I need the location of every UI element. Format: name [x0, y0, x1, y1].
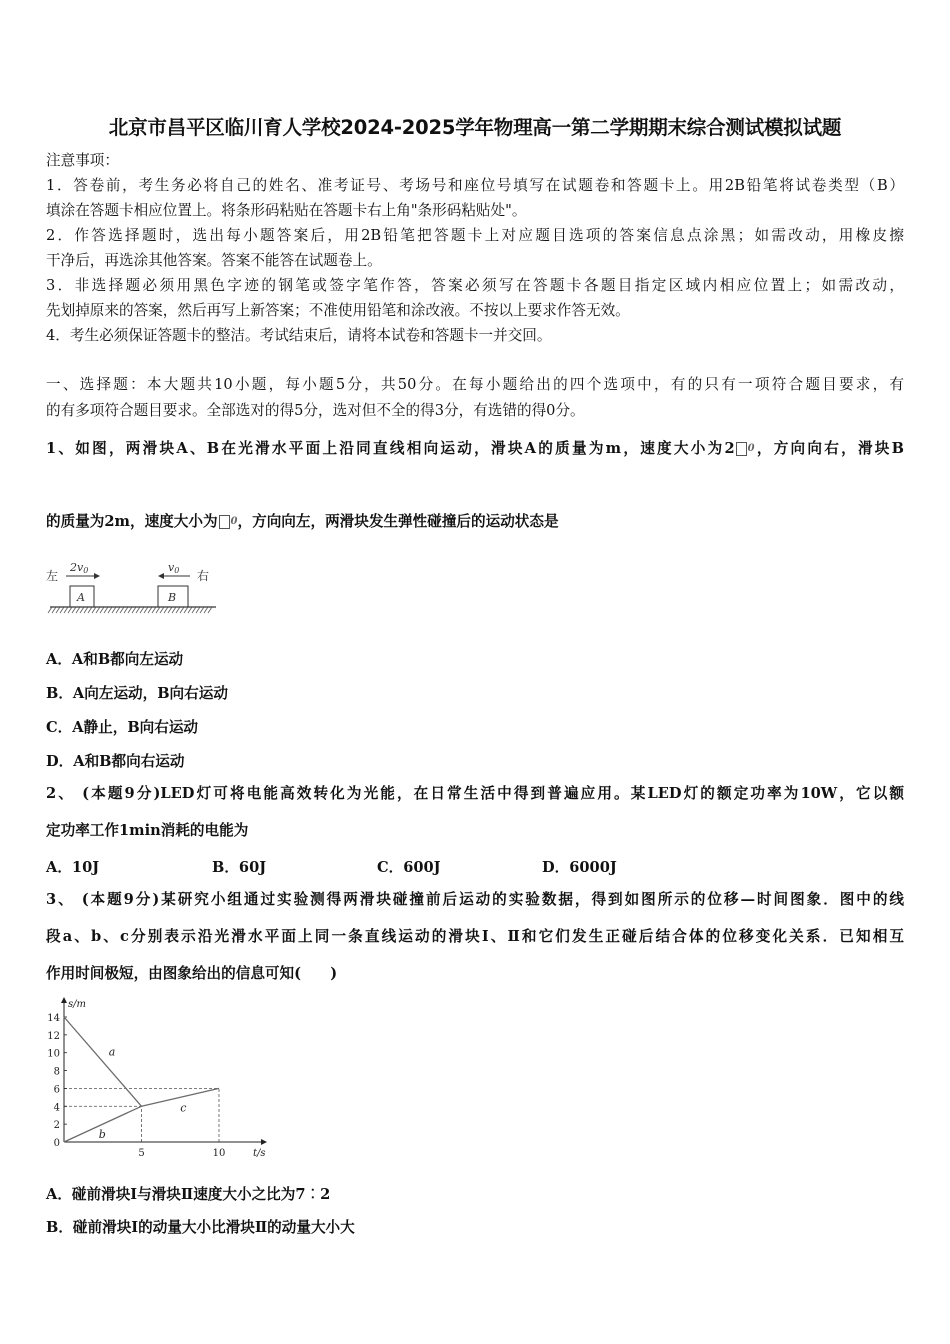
- notice-line: 先划掉原来的答案，然后再写上新答案；不准使用铅笔和涂改液。不按以上要求作答无效。: [46, 302, 630, 319]
- hatch-mark: [184, 607, 188, 613]
- y-tick-label: 2: [53, 1120, 60, 1132]
- q1-text: ，方向向左，两滑块发生弹性碰撞后的运动状态是: [237, 513, 559, 530]
- hatch-mark: [68, 607, 72, 613]
- hatch-mark: [56, 607, 60, 613]
- hatch-mark: [92, 607, 96, 613]
- v0-subscript: 0: [747, 443, 755, 454]
- hatch-mark: [128, 607, 132, 613]
- hatch-mark: [96, 607, 100, 613]
- hatch-mark: [112, 607, 116, 613]
- q1-left-label: 左: [46, 569, 59, 583]
- hatch-mark: [132, 607, 136, 613]
- x-axis-label: t/s: [253, 1148, 266, 1159]
- hatch-mark: [116, 607, 120, 613]
- q1-right-label: 右: [197, 569, 210, 583]
- page-title: 北京市昌平区临川育人学校2024-2025学年物理高一第二学期期末综合测试模拟试题: [108, 116, 842, 139]
- q3-stem-line2: 段a、b、c分别表示沿光滑水平面上同一条直线运动的滑块Ⅰ、Ⅱ和它们发生正碰后结合体的位移变化关系．已知相互: [46, 928, 904, 945]
- notice-heading: 注意事项：: [46, 152, 119, 169]
- notice-line: 填涂在答题卡相应位置上。将条形码粘贴在答题卡右上角"条形码粘贴处"。: [46, 202, 527, 219]
- q1-option-a[interactable]: A．A和B都向左运动: [46, 651, 184, 668]
- y-tick-label: 14: [47, 1013, 60, 1024]
- y-tick-label: 4: [53, 1102, 60, 1114]
- hatch-mark: [100, 607, 104, 613]
- y-tick-label: 6: [53, 1084, 60, 1096]
- hatch-mark: [124, 607, 128, 613]
- q2-option-d[interactable]: D．6000J: [542, 859, 617, 876]
- y-tick-label: 8: [53, 1066, 60, 1078]
- hatch-mark: [80, 607, 84, 613]
- q1-vb-label: v0: [168, 561, 180, 575]
- series-label-a: a: [108, 1045, 116, 1059]
- hatch-mark: [204, 607, 208, 613]
- hatch-mark: [168, 607, 172, 613]
- x-axis-arrow-icon: [261, 1139, 267, 1145]
- q3-stem-line1: 3、 (本题9分)某研究小组通过实验测得两滑块碰撞前后运动的实验数据，得到如图所示的位移—时间图象．图中的线: [46, 891, 904, 908]
- hatch-mark: [172, 607, 176, 613]
- q2-stem-line2: 定功率工作1min消耗的电能为: [46, 822, 249, 839]
- hatch-mark: [76, 607, 80, 613]
- y-axis-arrow-icon: [61, 997, 67, 1003]
- velocity-symbol-icon: [219, 515, 230, 529]
- hatch-mark: [64, 607, 68, 613]
- q3-position-time-chart: [40, 993, 280, 1163]
- notice-line: 4．考生必须保证答题卡的整洁。考试结束后，请将本试卷和答题卡一并交回。: [46, 327, 552, 344]
- q1-va-label: 2v0: [70, 561, 89, 575]
- q1-stem-line2: [46, 512, 559, 532]
- hatch-mark: [156, 607, 160, 613]
- hatch-mark: [52, 607, 56, 613]
- q1-text: 的质量为2m，速度大小为: [46, 513, 218, 530]
- hatch-mark: [208, 607, 212, 613]
- hatch-mark: [120, 607, 124, 613]
- q3-stem-line3: 作用时间极短，由图象给出的信息可知( ): [46, 965, 338, 982]
- x-tick-label: 10: [212, 1148, 226, 1159]
- x-tick-label: 5: [138, 1148, 145, 1159]
- y-tick-label: 12: [47, 1030, 60, 1042]
- q1-figure: [44, 556, 224, 622]
- q1-option-c[interactable]: C．A静止，B向右运动: [46, 719, 199, 736]
- hatch-mark: [72, 607, 76, 613]
- hatch-mark: [104, 607, 108, 613]
- q2-option-a[interactable]: A．10J: [46, 859, 100, 876]
- hatch-mark: [136, 607, 140, 613]
- hatch-mark: [140, 607, 144, 613]
- q2-stem-line1: 2、 (本题9分)LED灯可将电能高效转化为光能，在日常生活中得到普遍应用。某LED灯的额定功率为10W，它以额: [46, 785, 904, 802]
- series-line-a: [64, 1017, 142, 1106]
- q1-vb-arrowhead-icon: [158, 573, 164, 579]
- hatch-mark: [188, 607, 192, 613]
- q1-block-a-label: A: [77, 591, 85, 604]
- q2-option-b[interactable]: B．60J: [212, 859, 267, 876]
- hatch-mark: [48, 607, 52, 613]
- velocity-symbol-icon: [736, 442, 747, 456]
- q1-option-b[interactable]: B．A向左运动，B向右运动: [46, 685, 228, 702]
- series-label-b: b: [98, 1128, 106, 1142]
- q1-stem-line1: [46, 439, 904, 459]
- hatch-mark: [88, 607, 92, 613]
- q3-option-b[interactable]: B．碰前滑块Ⅰ的动量大小比滑块Ⅱ的动量大小大: [46, 1219, 355, 1236]
- notice-line: 1．答卷前，考生务必将自己的姓名、准考证号、考场号和座位号填写在试题卷和答题卡上。用2B铅笔将试卷类型（B）: [46, 177, 904, 194]
- y-tick-label: 10: [47, 1048, 60, 1060]
- series-label-c: c: [180, 1101, 187, 1115]
- q1-ground-hatch: [48, 607, 212, 613]
- notice-line: 2．作答选择题时，选出每小题答案后，用2B铅笔把答题卡上对应题目选项的答案信息点涂黑；如需改动，用橡皮擦: [46, 227, 904, 244]
- q1-option-d[interactable]: D．A和B都向右运动: [46, 753, 185, 770]
- hatch-mark: [196, 607, 200, 613]
- hatch-mark: [192, 607, 196, 613]
- hatch-mark: [144, 607, 148, 613]
- hatch-mark: [108, 607, 112, 613]
- hatch-mark: [200, 607, 204, 613]
- y-axis-label: s/m: [68, 999, 86, 1010]
- hatch-mark: [84, 607, 88, 613]
- hatch-mark: [148, 607, 152, 613]
- q1-block-b-label: B: [168, 591, 177, 604]
- hatch-mark: [152, 607, 156, 613]
- section-intro: 一、选择题：本大题共10小题，每小题5分，共50分。在每小题给出的四个选项中，有的只有一项符合题目要求，有: [46, 376, 904, 393]
- y-tick-label: 0: [53, 1138, 60, 1149]
- hatch-mark: [180, 607, 184, 613]
- v0-subscript: 0: [230, 516, 238, 527]
- section-intro: 的有多项符合题目要求。全部选对的得5分，选对但不全的得3分，有选错的得0分。: [46, 402, 585, 419]
- notice-line: 3．非选择题必须用黑色字迹的钢笔或签字笔作答，答案必须写在答题卡各题目指定区域内相应位置上；如需改动，: [46, 277, 904, 294]
- hatch-mark: [176, 607, 180, 613]
- q1-va-arrowhead-icon: [94, 573, 100, 579]
- q1-text: 1、如图，两滑块A、B在光滑水平面上沿同直线相向运动，滑块A的质量为m，速度大小为2: [46, 440, 735, 457]
- q2-option-c[interactable]: C．600J: [377, 859, 441, 876]
- q3-option-a[interactable]: A．碰前滑块Ⅰ与滑块Ⅱ速度大小之比为7︰2: [46, 1186, 331, 1203]
- q1-text: ，方向向右，滑块B: [754, 440, 904, 457]
- notice-line: 干净后，再选涂其他答案。答案不能答在试题卷上。: [46, 252, 382, 269]
- hatch-mark: [164, 607, 168, 613]
- hatch-mark: [160, 607, 164, 613]
- hatch-mark: [60, 607, 64, 613]
